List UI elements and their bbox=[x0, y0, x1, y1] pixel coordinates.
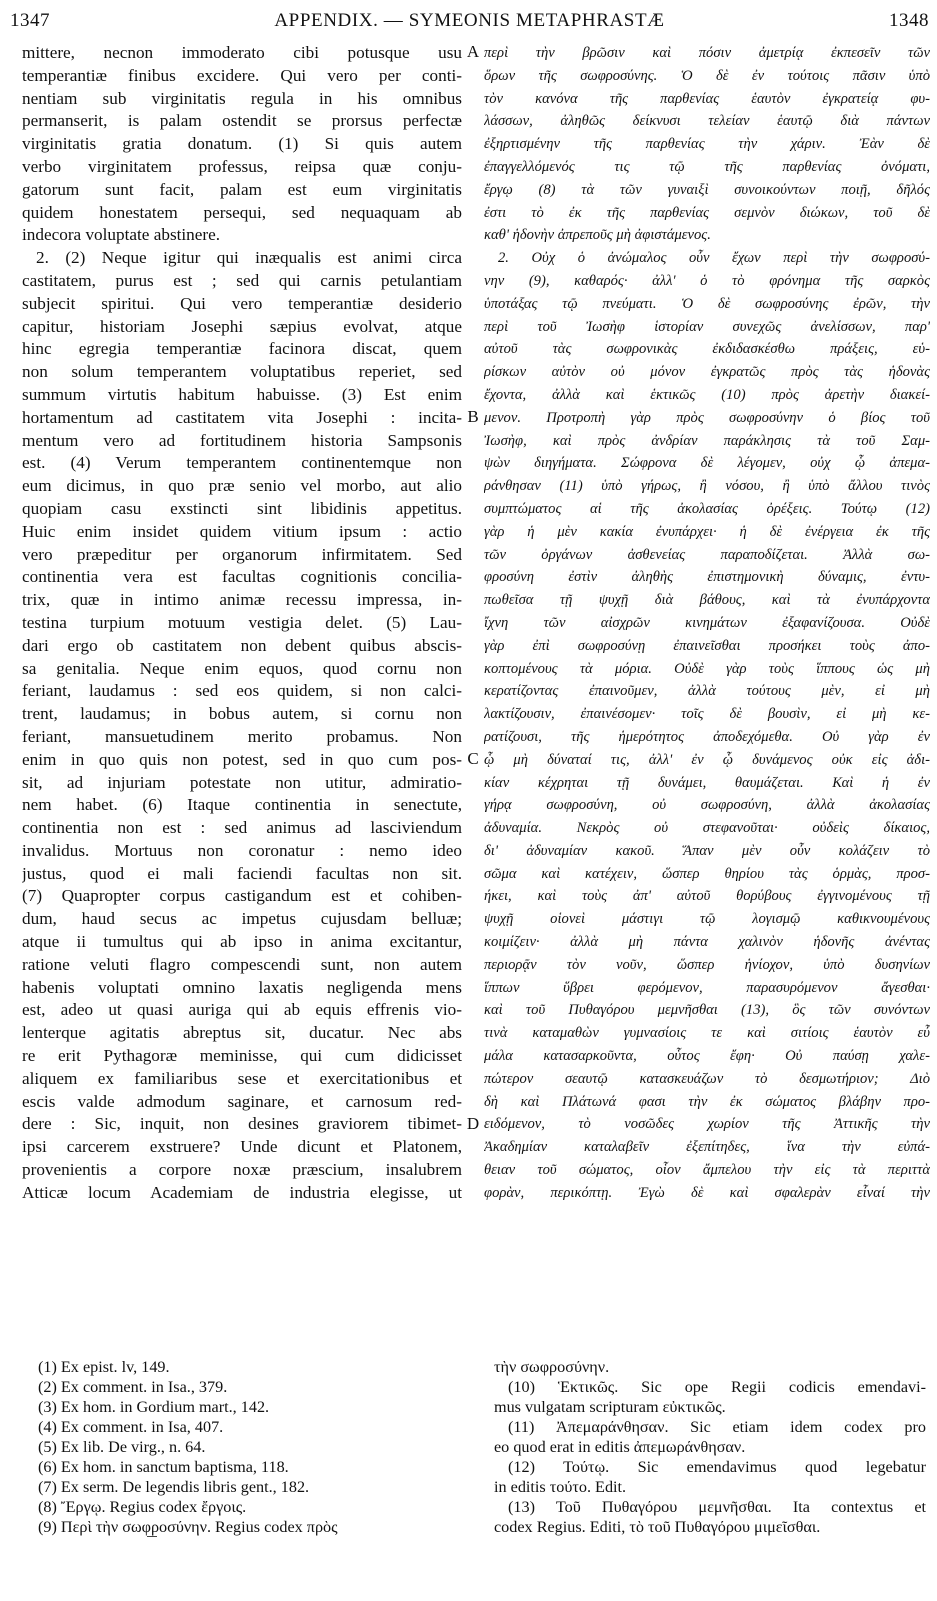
greek-text-line: συμπτώματος αἱ τῆς ἀκολασίας ὀρέξεις. Τούτῳ (12) bbox=[484, 500, 930, 517]
latin-text-line: mentum vero ad fortitudinem historia Sampsonis bbox=[22, 430, 462, 450]
latin-text-line: est, adeo ut quasi auriga qui ab equis effrenis vio- bbox=[22, 1000, 462, 1020]
greek-text-line: μάλα κατασαρκοῦντα, οὗτος ἔφη· Οὐ παύσῃ χαλε- bbox=[484, 1048, 930, 1065]
footnote-line: (10) Ἑκτικῶς. Sic ope Regii codicis emendavi- bbox=[508, 1378, 926, 1396]
latin-text-line: re erit Pythagoræ meminisse, qui cum didicisset bbox=[22, 1046, 462, 1066]
latin-text-line: dum, haud secus ac impetus cujusdam belluæ; bbox=[22, 909, 462, 929]
latin-text-line: quopiam casu exstincti sint libidinis appetitus. bbox=[22, 498, 462, 518]
greek-text-line: ψὼν διηγήματα. Σώφρονα δὲ λέγομεν, οὐχ ᾧ ἀπεμα- bbox=[484, 455, 930, 472]
footnote-line: (3) Ex hom. in Gordium mart., 142. bbox=[38, 1398, 270, 1416]
greek-text-line: γὰρ ἐπὶ σωφροσύνῃ ἐπαινεῖσθαι προσήκει τοὺς ἀπο- bbox=[484, 637, 930, 654]
latin-text-line: trent, laudamus; in bobus autem, si cornu non bbox=[22, 704, 462, 724]
latin-text-line: continentia vera est facultas cognitionis concilia- bbox=[22, 567, 462, 587]
greek-text-line: καθ' ἡδονὴν ἀπρεποῦς μὴ ἀφιστάμενος. bbox=[484, 227, 711, 244]
greek-text-line: ήκει, καὶ τοὺς ἀπ' αὐτοῦ θορύβους ἐγγινομένους τῇ bbox=[484, 888, 930, 905]
latin-text-line: feriant, laudamus : sed eos quidem, si non calci- bbox=[22, 681, 462, 701]
greek-text-line: λακτίζουσιν, ἐπαινέσομεν· τοῖς δὲ βουσὶν, εἰ μὴ κε- bbox=[484, 706, 930, 723]
greek-text-line: κοιμίζειν· ἀλλὰ μὴ πάντα χαλινὸν ἡδονῆς ἀνέντας bbox=[484, 934, 930, 951]
greek-text-line: σῶμα καὶ κατέχειν, ὥσπερ θηρίου τὰς ὁρμὰς, προσ- bbox=[484, 865, 930, 882]
greek-text-line: περὶ τοῦ Ἰωσὴφ ἱστορίαν συνεχῶς ἀνελίσσων, παρ' bbox=[484, 318, 930, 335]
greek-text-line: κερατίζοντας ἐπαινοῦμεν, ἀλλὰ τούτους μὲν, εἰ μὴ bbox=[484, 683, 930, 700]
latin-text-line: continentia non est : sed animus ad lasciviendum bbox=[22, 818, 462, 838]
footnote-line: (5) Ex lib. De virg., n. 64. bbox=[38, 1438, 206, 1456]
latin-text-line: hinc egregia temperantiæ facinora discat, quem bbox=[22, 339, 462, 359]
latin-text-line: indecora voluptate abstinere. bbox=[22, 225, 221, 245]
footnotes-left bbox=[38, 1357, 468, 1537]
footnote-line: (9) Περὶ τὴν σωφροσύνην. Regius codex πρὸς bbox=[38, 1518, 338, 1536]
greek-text-line: περὶ τὴν βρῶσιν καὶ πόσιν ἀμετρίᾳ ἐκπεσεῖν τῶν bbox=[484, 45, 930, 61]
page-foot-rule bbox=[147, 1536, 157, 1537]
greek-text-line: λάσσων, ἀληθῶς δείκνυσι τελείαν ἑαυτῷ διὰ πάντων bbox=[484, 113, 930, 130]
footnote-line: (2) Ex comment. in Isa., 379. bbox=[38, 1378, 228, 1396]
footnote-line: eo quod erat in editis ἀπεμωράνθησαν. bbox=[494, 1438, 746, 1456]
latin-text-line: lenterque agitatis abreptus sit, ducatur. Nec abs bbox=[22, 1023, 462, 1043]
greek-text-line: μενον. Προτροπὴ γὰρ πρὸς σωφροσύνην ὁ βίος τοῦ bbox=[484, 409, 930, 426]
greek-text-line: φορὰν, περικόπτῃ. Ἐγὼ δὲ καὶ σφαλερὰν εἶναί τὴν bbox=[484, 1184, 930, 1201]
greek-text-line: δι' ἀδυναμίαν κακοῦ. Ἅπαν μὲν οὖν κολάζειν τὸ bbox=[484, 842, 930, 859]
greek-text-line: γὰρ ἡ μὲν κακία ἐνυπάρχει· ἡ δὲ ἐνέργεια ἐκ τῆς bbox=[484, 523, 930, 540]
greek-text-line: ρίσκων αὐτὸν οὐ μόνον ἐγκρατῶς πρὸς τὰς ἡδονὰς bbox=[484, 364, 930, 381]
latin-text-line: 2. (2) Neque igitur qui inæqualis est animi circa bbox=[36, 248, 462, 268]
greek-text-line: κοπτομένους τὰ μόρια. Οὐδὲ γὰρ τοὺς ἵππους ὡς μὴ bbox=[484, 660, 930, 677]
latin-text-line: eum dicimus, in quo præ senio vel morbo, aut alio bbox=[22, 476, 462, 496]
greek-text-line: τινὰ καταμαθὼν γυμνασίοις τε καὶ σιτίοις ἑαυτὸν εὖ bbox=[484, 1025, 930, 1042]
footnote-line: (11) Ἀπεμαράνθησαν. Sic etiam idem codex pro bbox=[508, 1418, 926, 1436]
latin-text-line: dari ergo ob castitatem non debent quibus abscis- bbox=[22, 635, 462, 655]
running-header bbox=[10, 10, 929, 36]
latin-text-line: dere : Sic, inquit, non desines graviorem tibimet- bbox=[22, 1114, 462, 1134]
greek-text-line: ἐξηρτισμένην τῆς παρθενίας τὴν χάριν. Ἐὰν δὲ bbox=[484, 136, 930, 153]
latin-text-line: nem habet. (6) Itaque continentia in senectute, bbox=[22, 795, 462, 815]
latin-text-line: ipsi carcerem exstruere? Unde dicunt et Platonem, bbox=[22, 1137, 462, 1157]
latin-text-line: Huic enim insidet quidem vitium ipsum : actio bbox=[22, 521, 462, 541]
page-number-left: 1347 bbox=[10, 10, 50, 31]
greek-text-line: ὅρων τῆς σωφροσύνης. Ὁ δὲ ἐν τούτοις πᾶσιν ὑπὸ bbox=[484, 67, 930, 84]
footnote-line: (4) Ex comment. in Isa, 407. bbox=[38, 1418, 224, 1436]
greek-text-line: ἀδυναμία. Νεκρὸς οὐ στεφανοῦται· οὐδεὶς δίκαιος, bbox=[484, 820, 930, 837]
greek-text-line: ψυχῇ οἱονεὶ μάστιγι τῷ λογισμῷ καθικνουμένους bbox=[484, 911, 930, 928]
footnotes-right bbox=[494, 1357, 926, 1537]
greek-text-line: ἵππων ὕβρει φερόμενον, παρασυρόμενον ἄγεσθαι· bbox=[484, 979, 930, 996]
latin-text-line: subjecit spiritui. Qui vero temperantiæ desiderio bbox=[22, 293, 462, 313]
greek-text-line: ἔργῳ (8) τὰ τῶν γυναιξὶ συνοικούντων ποιῇ, δῆλός bbox=[484, 181, 930, 198]
running-title: APPENDIX. — SYMEONIS METAPHRASTÆ bbox=[274, 10, 665, 31]
greek-text-line: ρατίζουσι, τῆς ἡμερότητος ἀποδεχόμεθα. Οὐ γὰρ ἐν bbox=[484, 728, 930, 745]
footnote-line: mus vulgatam scripturam εὐκτικῶς. bbox=[494, 1398, 726, 1416]
latin-text-line: temperantiæ finibus excidere. Qui vero per conti- bbox=[22, 65, 462, 85]
greek-text-line: κίαν κέχρηται τῇ δυνάμει, θαυμάζεται. Καὶ ἡ ἐν bbox=[484, 774, 930, 791]
greek-text-line: ᾧ μὴ δύναταί τις, ἀλλ' ἐν ᾧ δυνάμενος οὐκ εἰς ἀδι- bbox=[484, 751, 930, 768]
greek-text-line: θειαν τοῦ σώματος, οἷον ἄμπελου τὴν εἰς τὰ περιττὰ bbox=[484, 1162, 930, 1179]
latin-text-line: permanserit, is palam ostendit se prorsus perfectæ bbox=[22, 111, 462, 131]
latin-text-line: est. (4) Verum temperantem continentemque non bbox=[22, 453, 462, 473]
footnote-line: (13) Τοῦ Πυθαγόρου μεμνῆσθαι. Ita contextus et bbox=[508, 1498, 926, 1516]
greek-text-line: ἐστι τὸ ἐκ τῆς παρθενίας σεμνὸν διώκων, τοῦ δὲ bbox=[484, 204, 930, 221]
latin-text-line: enim in quo quis non potest, sed in quo cum pos- bbox=[22, 749, 462, 769]
greek-text-line: δὴ καὶ Πλάτωνά φασι τὴν ἐκ σώματος βλάβην προ- bbox=[484, 1093, 930, 1110]
latin-column bbox=[22, 42, 462, 1205]
latin-text-line: verbo virginitatem professus, reipsa quæ conju- bbox=[22, 156, 462, 176]
latin-text-line: gatorum sunt facit, palam est eum virginitatis bbox=[22, 179, 462, 199]
greek-text-line: τῶν ὀργάνων ἀσθενείας παραποδίζεται. Ἀλλὰ σω- bbox=[484, 546, 930, 563]
footnote-line: (12) Τούτῳ. Sic emendavimus quod legebatur bbox=[508, 1458, 926, 1476]
footnote-line: codex Regius. Editi, τὸ τοῦ Πυθαγόρου μιμεῖσθαι. bbox=[494, 1518, 821, 1536]
greek-text-line: ράνθησαν (11) ὑπὸ γήρως, ἢ νόσου, ἢ ὑπὸ ἄλλου τινὸς bbox=[484, 478, 930, 495]
latin-text-line: sit, ad injuriam potestate non utitur, admiratio- bbox=[22, 772, 462, 792]
latin-text-line: nentiam sub virginitatis regula in his omnibus bbox=[22, 88, 462, 108]
margin-letter-c: C bbox=[467, 749, 479, 768]
greek-text-line: πωθεῖσα τῇ ψυχῇ διὰ βάθους, καὶ τὰ ἐνυπάρχοντα bbox=[484, 592, 930, 609]
greek-text-line: ἴχνη τῶν αἰσχρῶν κινημάτων ἐξαφανίζουσα. Οὐδὲ bbox=[484, 614, 930, 631]
page-number-right: 1348 bbox=[889, 10, 929, 31]
latin-text-line: non solum temperantem voluptatibus reperiet, sed bbox=[22, 362, 462, 382]
greek-text-line: ἐπαγγελλόμενός τις τῷ τῆς παρθενίας ὀνόματι, bbox=[484, 158, 930, 175]
greek-text-line: ειδόμενον, τὸ νοσῶδες χωρίον τῆς Ἀττικῆς τὴν bbox=[484, 1116, 930, 1133]
greek-text-line: 2. Οὐχ ὁ ἀνώμαλος οὖν ἔχων περὶ τὴν σωφροσύ- bbox=[498, 250, 930, 267]
latin-text-line: capitur, historiam Josephi sæpius evolvat, atque bbox=[22, 316, 462, 336]
latin-text-line: summum virtutis habitum habuisse. (3) Est enim bbox=[22, 384, 462, 404]
latin-text-line: justus, quod ei mali faciendi facultas non sit. bbox=[22, 863, 462, 883]
greek-text-line: αὐτοῦ τὰς σωφρονικὰς ἐκδιδασκέσθω πράξεις, εὑ- bbox=[484, 341, 930, 358]
latin-text-line: mittere, necnon immoderato cibi potusque usu bbox=[22, 43, 462, 62]
greek-text-line: πώτερον σεαυτῷ κατασκευάζων τὸ δεσμωτήριον; Διὸ bbox=[484, 1070, 930, 1087]
latin-text-line: ratione veluti flagro compescendi sunt, non autem bbox=[22, 954, 462, 974]
footnote-line: in editis τούτο. Edit. bbox=[494, 1478, 627, 1496]
greek-text-line: περιορᾷν τὸν νοῦν, ὥσπερ ἡνίοχον, ὑπὸ δυσηνίων bbox=[484, 956, 930, 973]
greek-text-line: Ἰωσὴφ, καὶ πρὸς ἀνδρίαν παράκλησις τὰ τοῦ Σαμ- bbox=[484, 432, 930, 449]
greek-text-line: Ἀκαδημίαν καταλαβεῖν ἐξεπίτηδες, ἵνα τὴν εὐπά- bbox=[484, 1139, 930, 1156]
greek-text-line: τὸν κανόνα τῆς παρθενίας ἑαυτὸν ἐγκρατείᾳ φυ- bbox=[484, 90, 930, 107]
footnote-line: (8) Ἔργῳ. Regius codex ἔργοις. bbox=[38, 1498, 247, 1516]
margin-letter-d: D bbox=[466, 1114, 480, 1133]
footnote-line: (6) Ex hom. in sanctum baptisma, 118. bbox=[38, 1458, 289, 1476]
footnote-line: (7) Ex serm. De legendis libris gent., 182. bbox=[38, 1478, 310, 1496]
latin-text-line: escis valde admodum saginare, et carnosum red- bbox=[22, 1091, 462, 1111]
greek-text-line: ἔχοντα, ἀλλὰ καὶ ἑκτικῶς (10) πρὸς ἀρετὴν διακεί- bbox=[484, 386, 930, 403]
latin-text-line: provenientis a corpore noxæ præscium, insalubrem bbox=[22, 1160, 462, 1180]
greek-column bbox=[484, 42, 930, 1205]
latin-text-line: habenis voluptati omnino laxatis negligenda mens bbox=[22, 977, 462, 997]
footnote-line: τὴν σωφροσύνην. bbox=[494, 1358, 610, 1376]
latin-text-line: aliquem ex familiaribus sese et exercitationibus et bbox=[22, 1068, 462, 1088]
footnote-line: (1) Ex epist. lv, 149. bbox=[38, 1358, 170, 1376]
latin-text-line: atque ii tumultus qui ab ipso in anima excitantur, bbox=[22, 932, 462, 952]
latin-text-line: Atticæ locum Academiam de industria elegisse, ut bbox=[22, 1182, 462, 1202]
greek-text-line: νην (9), καθαρός· ἀλλ' ὁ τὸ φρόνημα τῆς σαρκὸς bbox=[484, 272, 930, 289]
latin-text-line: quidem honestatem persequi, sed nequaquam ab bbox=[22, 202, 462, 222]
latin-text-line: feriant, mansuetudinem merito probamus. Non bbox=[22, 726, 462, 746]
latin-text-line: trix, quæ in intimo animæ recessu impressa, in- bbox=[22, 590, 462, 610]
latin-text-line: hortamentum ad castitatem vita Josephi : incita- bbox=[22, 407, 462, 427]
latin-text-line: vero præpeditur per organorum infirmitatem. Sed bbox=[22, 544, 462, 564]
latin-text-line: (7) Quapropter corpus castigandum est et cohiben- bbox=[22, 886, 462, 906]
margin-letter-a: A bbox=[466, 42, 480, 61]
latin-text-line: invalidus. Mortuus non coronatur : nemo ideo bbox=[22, 840, 462, 860]
greek-text-line: γήρᾳ σωφροσύνη, οὐ σωφροσύνη, ἀλλὰ ἀκολασίας bbox=[484, 797, 930, 814]
latin-text-line: castitatem, purus est ; sed qui carnis petulantiam bbox=[22, 270, 462, 290]
greek-text-line: καὶ τοῦ Πυθαγόρου μεμνῆσθαι (13), ὃς τῶν συνόντων bbox=[484, 1002, 930, 1019]
latin-text-line: virginitatis gratia donatum. (1) Si quis autem bbox=[22, 134, 462, 154]
margin-letter-b: B bbox=[467, 407, 479, 426]
latin-text-line: sa genitalia. Neque enim equos, quod cornu non bbox=[22, 658, 462, 678]
greek-text-line: φροσύνη ἐστὶν ἀληθὴς ἐπιστημονικὴ δύναμις, ἐντυ- bbox=[484, 569, 930, 586]
latin-text-line: testina turpium motuum vestigia delet. (5) Lau- bbox=[22, 612, 462, 632]
greek-text-line: ὑποτάξας τῷ πνεύματι. Ὁ δὲ σωφροσύνης ἐρῶν, τὴν bbox=[484, 295, 930, 312]
